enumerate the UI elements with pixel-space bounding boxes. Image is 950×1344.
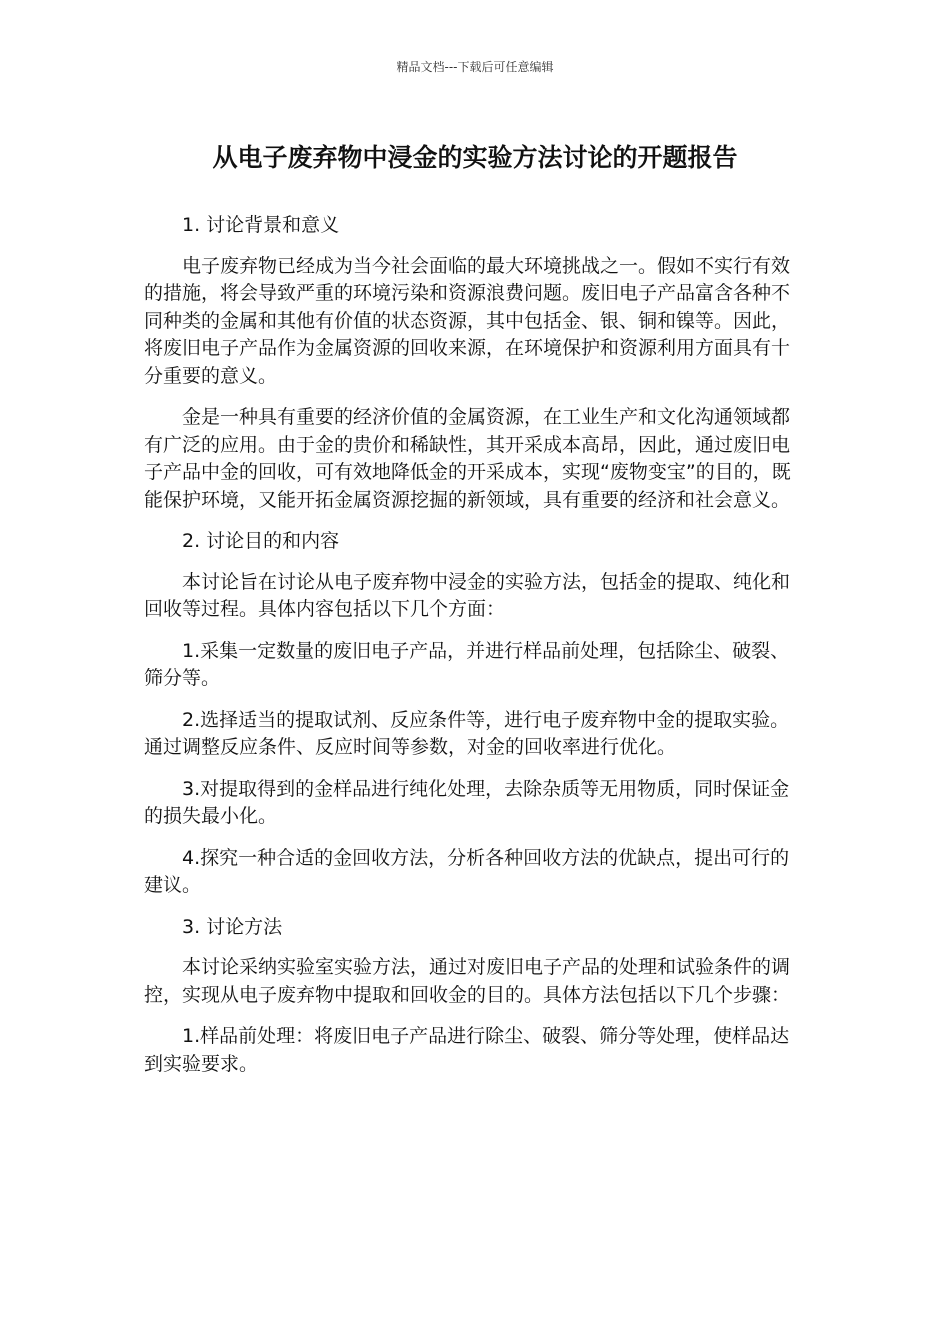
section-heading-purpose: 2. 讨论目的和内容: [182, 530, 340, 552]
paragraph: 本讨论采纳实验室实验方法，通过对废旧电子产品的处理和试验条件的调控，实现从电子废弃物中提取和回收金的目的。具体方法包括以下几个步骤：: [144, 956, 791, 1006]
paragraph: 电子废弃物已经成为当今社会面临的最大环境挑战之一。假如不实行有效的措施，将会导致严重的环境污染和资源浪费问题。废旧电子产品富含各种不同种类的金属和其他有价值的状态资源，其中包括金、银、铜和镍等。因此，将废旧电子产品作为金属资源的回收来源，在环境保护和资源利用方面具有十分重要的意义。: [144, 254, 791, 387]
section-heading-method: 3. 讨论方法: [182, 915, 283, 938]
list-item: 2.选择适当的提取试剂、反应条件等，进行电子废弃物中金的提取实验。通过调整反应条件、反应时间等参数，对金的回收率进行优化。: [144, 708, 790, 758]
paragraph: 本讨论旨在讨论从电子废弃物中浸金的实验方法，包括金的提取、纯化和回收等过程。具体内容包括以下几个方面：: [144, 570, 791, 620]
list-item: 3.对提取得到的金样品进行纯化处理，去除杂质等无用物质，同时保证金的损失最小化。: [144, 777, 790, 827]
document-title: 从电子废弃物中浸金的实验方法讨论的开题报告: [212, 143, 738, 172]
section-heading-background: 1. 讨论背景和意义: [182, 214, 340, 236]
header-note: 精品文档---下载后可任意编辑: [396, 60, 554, 74]
list-item: 1.样品前处理：将废旧电子产品进行除尘、破裂、筛分等处理，使样品达到实验要求。: [144, 1025, 790, 1075]
document-body: [144, 212, 794, 1092]
list-item: 1.采集一定数量的废旧电子产品，并进行样品前处理，包括除尘、破裂、筛分等。: [144, 639, 790, 689]
paragraph: 金是一种具有重要的经济价值的金属资源，在工业生产和文化沟通领域都有广泛的应用。由于金的贵价和稀缺性，其开采成本高昂，因此，通过废旧电子产品中金的回收，可有效地降低金的开采成本，实现“废物变宝”的目的，既能保护环境，又能开拓金属资源挖掘的新领域，具有重要的经济和社会意义。: [144, 406, 791, 511]
list-item: 4.探究一种合适的金回收方法，分析各种回收方法的优缺点，提出可行的建议。: [144, 846, 790, 896]
